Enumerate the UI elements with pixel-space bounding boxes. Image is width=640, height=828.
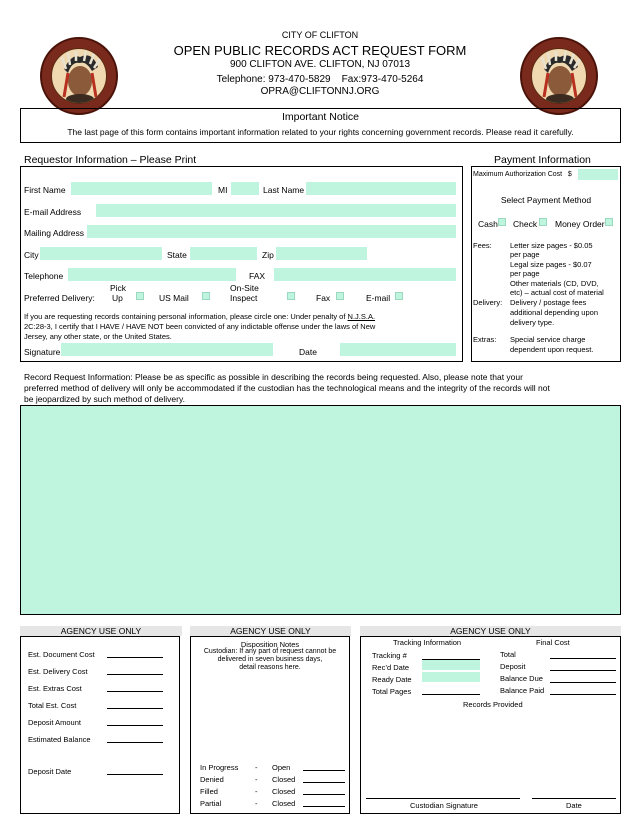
total-est-label: Total Est. Cost bbox=[28, 701, 77, 710]
office-address: 900 CLIFTON AVE. CLIFTON, NJ 07013 bbox=[229, 59, 411, 70]
signature-field[interactable] bbox=[61, 343, 273, 356]
open-line[interactable] bbox=[303, 770, 345, 771]
dash-2: - bbox=[255, 775, 258, 784]
deposit-line[interactable] bbox=[550, 670, 616, 671]
record-request-line-3: be jeopardized by such method of delivery. bbox=[24, 394, 185, 404]
notice-text: The last page of this form contains important information related to your rights concerning government records. Please read it carefully. bbox=[67, 127, 574, 137]
record-request-line-2: preferred method of delivery will only be accommodated if the custodian has the technological means and the integrity of the records will not bbox=[24, 383, 550, 393]
usmail-checkbox[interactable] bbox=[202, 292, 210, 300]
form-title: OPEN PUBLIC RECORDS ACT REQUEST FORM bbox=[173, 43, 467, 58]
est-extras-line[interactable] bbox=[107, 691, 163, 692]
fee-legal: Legal size pages - $0.07 bbox=[510, 260, 592, 269]
email-checkbox[interactable] bbox=[395, 292, 403, 300]
max-auth-label: Maximum Authorization Cost $ bbox=[473, 171, 572, 178]
denied-label: Denied bbox=[200, 775, 224, 784]
pickup-label-bottom: Up bbox=[112, 293, 123, 303]
balance-due-label: Balance Due bbox=[500, 674, 543, 683]
est-doc-line[interactable] bbox=[107, 657, 163, 658]
onsite-label-top: On-Site bbox=[230, 283, 259, 293]
check-checkbox[interactable] bbox=[539, 218, 547, 226]
telephone-label: Telephone bbox=[24, 271, 64, 281]
phone-fax: Telephone: 973-470-5829 Fax:973-470-5264 bbox=[216, 74, 424, 85]
total-line[interactable] bbox=[550, 658, 616, 659]
total-est-line[interactable] bbox=[107, 708, 163, 709]
city-label: City bbox=[24, 250, 39, 260]
mi-field[interactable] bbox=[231, 182, 259, 195]
extras-2: dependent upon request. bbox=[510, 345, 594, 354]
money-order-checkbox[interactable] bbox=[605, 218, 613, 226]
certification-line-2: 2C:28-3, I certify that I HAVE / HAVE NOT been convicted of any indictable offense under the laws of New bbox=[24, 322, 376, 331]
custodian-signature-label: Custodian Signature bbox=[410, 801, 478, 810]
custodian-signature-line[interactable] bbox=[366, 798, 520, 799]
fee-legal-unit: per page bbox=[510, 269, 540, 278]
onsite-label-bottom: Inspect bbox=[230, 293, 258, 303]
custodian-date-label: Date bbox=[566, 801, 582, 810]
balance-due-line[interactable] bbox=[550, 682, 616, 683]
mailing-address-field[interactable] bbox=[87, 225, 456, 238]
agency-heading-1: AGENCY USE ONLY bbox=[20, 626, 182, 636]
denied-line[interactable] bbox=[303, 782, 345, 783]
dash-4: - bbox=[255, 799, 258, 808]
disposition-title: Disposition Notes bbox=[240, 640, 300, 649]
date-label: Date bbox=[299, 347, 317, 357]
money-order-label: Money Order bbox=[555, 219, 605, 229]
est-extras-label: Est. Extras Cost bbox=[28, 684, 82, 693]
payment-title: Payment Information bbox=[494, 154, 591, 166]
fee-other-cost: etc) – actual cost of material bbox=[510, 288, 604, 297]
disposition-text-1: Custodian: If any part of request cannot be bbox=[203, 648, 337, 655]
tracking-no-label: Tracking # bbox=[372, 651, 407, 660]
state-label: State bbox=[167, 250, 187, 260]
extras-label: Extras: bbox=[473, 335, 497, 344]
ready-date-field[interactable] bbox=[422, 672, 480, 682]
certification-line-3: Jersey, any other state, or the United States. bbox=[24, 332, 172, 341]
cash-label: Cash bbox=[478, 219, 498, 229]
email-label: E-mail Address bbox=[24, 207, 82, 217]
check-label: Check bbox=[513, 219, 538, 229]
state-field[interactable] bbox=[190, 247, 257, 260]
deposit-label: Deposit bbox=[500, 662, 526, 671]
total-label: Total bbox=[500, 650, 516, 659]
open-label: Open bbox=[272, 763, 291, 772]
telephone-field[interactable] bbox=[68, 268, 236, 281]
requestor-title: Requestor Information – Please Print bbox=[24, 154, 197, 166]
first-name-field[interactable] bbox=[71, 182, 212, 195]
zip-field[interactable] bbox=[276, 247, 367, 260]
email-field[interactable] bbox=[96, 204, 456, 217]
dash-1: - bbox=[255, 763, 258, 772]
delivery-fee-1: Delivery / postage fees bbox=[510, 298, 587, 307]
office-email: OPRA@CLIFTONNJ.ORG bbox=[260, 86, 380, 97]
city-field[interactable] bbox=[40, 247, 162, 260]
first-name-label: First Name bbox=[24, 185, 66, 195]
last-name-field[interactable] bbox=[306, 182, 456, 195]
fax-option-label: Fax bbox=[316, 293, 331, 303]
usmail-label: US Mail bbox=[159, 293, 189, 303]
date-field[interactable] bbox=[340, 343, 456, 356]
fee-letter-unit: per page bbox=[510, 250, 540, 259]
closed-label-1: Closed bbox=[272, 775, 296, 784]
pickup-label-top: Pick bbox=[110, 283, 127, 293]
onsite-checkbox[interactable] bbox=[287, 292, 295, 300]
dash-3: - bbox=[255, 787, 258, 796]
balance-paid-line[interactable] bbox=[550, 694, 616, 695]
mailing-label: Mailing Address bbox=[24, 228, 85, 238]
notice-title: Important Notice bbox=[281, 111, 360, 123]
total-pages-label: Total Pages bbox=[372, 687, 412, 696]
ready-date-label: Ready Date bbox=[372, 675, 412, 684]
final-cost-title: Final Cost bbox=[536, 638, 570, 647]
deposit-date-line[interactable] bbox=[107, 774, 163, 775]
custodian-date-line[interactable] bbox=[532, 798, 616, 799]
last-name-label: Last Name bbox=[263, 185, 305, 195]
record-request-line-1: Record Request Information: Please be as specific as possible in describing the records being requested. Also, please note that your bbox=[24, 372, 523, 382]
filled-line[interactable] bbox=[303, 794, 345, 795]
deposit-amount-line[interactable] bbox=[107, 725, 163, 726]
extras-1: Special service charge bbox=[510, 335, 586, 344]
pickup-checkbox[interactable] bbox=[136, 292, 144, 300]
recd-date-label: Rec’d Date bbox=[372, 663, 410, 672]
email-option-label: E-mail bbox=[366, 293, 391, 303]
records-provided-label: Records Provided bbox=[463, 700, 523, 709]
mi-label: MI bbox=[218, 185, 228, 195]
delivery-fee-2: additional depending upon bbox=[510, 308, 598, 317]
select-payment-label: Select Payment Method bbox=[500, 195, 592, 205]
zip-label: Zip bbox=[262, 250, 274, 260]
certification-line-1: If you are requesting records containing personal information, please circle one: Under penalty of N.J.S.A. bbox=[24, 312, 376, 321]
city-name: CITY OF CLIFTON bbox=[281, 30, 359, 40]
balance-paid-label: Balance Paid bbox=[500, 686, 545, 695]
tracking-title: Tracking Information bbox=[393, 638, 462, 647]
record-request-textarea[interactable] bbox=[20, 405, 621, 615]
filled-label: Filled bbox=[200, 787, 218, 796]
cash-checkbox[interactable] bbox=[498, 218, 506, 226]
delivery-fee-3: delivery type. bbox=[510, 318, 555, 327]
partial-label: Partial bbox=[200, 799, 222, 808]
agency-heading-3: AGENCY USE ONLY bbox=[360, 626, 621, 636]
total-pages-line[interactable] bbox=[422, 694, 480, 695]
delivery-fee-label: Delivery: bbox=[473, 298, 503, 307]
fax-field[interactable] bbox=[274, 268, 456, 281]
in-progress-label: In Progress bbox=[200, 763, 239, 772]
fees-label: Fees: bbox=[473, 241, 492, 250]
est-delivery-label: Est. Delivery Cost bbox=[28, 667, 88, 676]
closed-label-3: Closed bbox=[272, 799, 296, 808]
fax-label: FAX bbox=[249, 271, 266, 281]
closed-label-2: Closed bbox=[272, 787, 296, 796]
signature-label: Signature bbox=[24, 347, 61, 357]
recd-date-field[interactable] bbox=[422, 660, 480, 670]
est-balance-label: Estimated Balance bbox=[28, 735, 91, 744]
partial-line[interactable] bbox=[303, 806, 345, 807]
est-doc-label: Est. Document Cost bbox=[28, 650, 95, 659]
disposition-text-2: delivered in seven business days, bbox=[217, 656, 323, 663]
preferred-delivery-label: Preferred Delivery: bbox=[24, 293, 95, 303]
est-delivery-line[interactable] bbox=[107, 674, 163, 675]
agency-heading-2: AGENCY USE ONLY bbox=[190, 626, 351, 636]
disposition-text-3: detail reasons here. bbox=[239, 664, 301, 671]
max-auth-field[interactable] bbox=[578, 169, 618, 180]
est-balance-line[interactable] bbox=[107, 742, 163, 743]
deposit-date-label: Deposit Date bbox=[28, 767, 72, 776]
fee-letter: Letter size pages - $0.05 bbox=[510, 241, 593, 250]
fax-checkbox[interactable] bbox=[336, 292, 344, 300]
deposit-amount-label: Deposit Amount bbox=[28, 718, 81, 727]
fee-other: Other materials (CD, DVD, bbox=[510, 279, 599, 288]
